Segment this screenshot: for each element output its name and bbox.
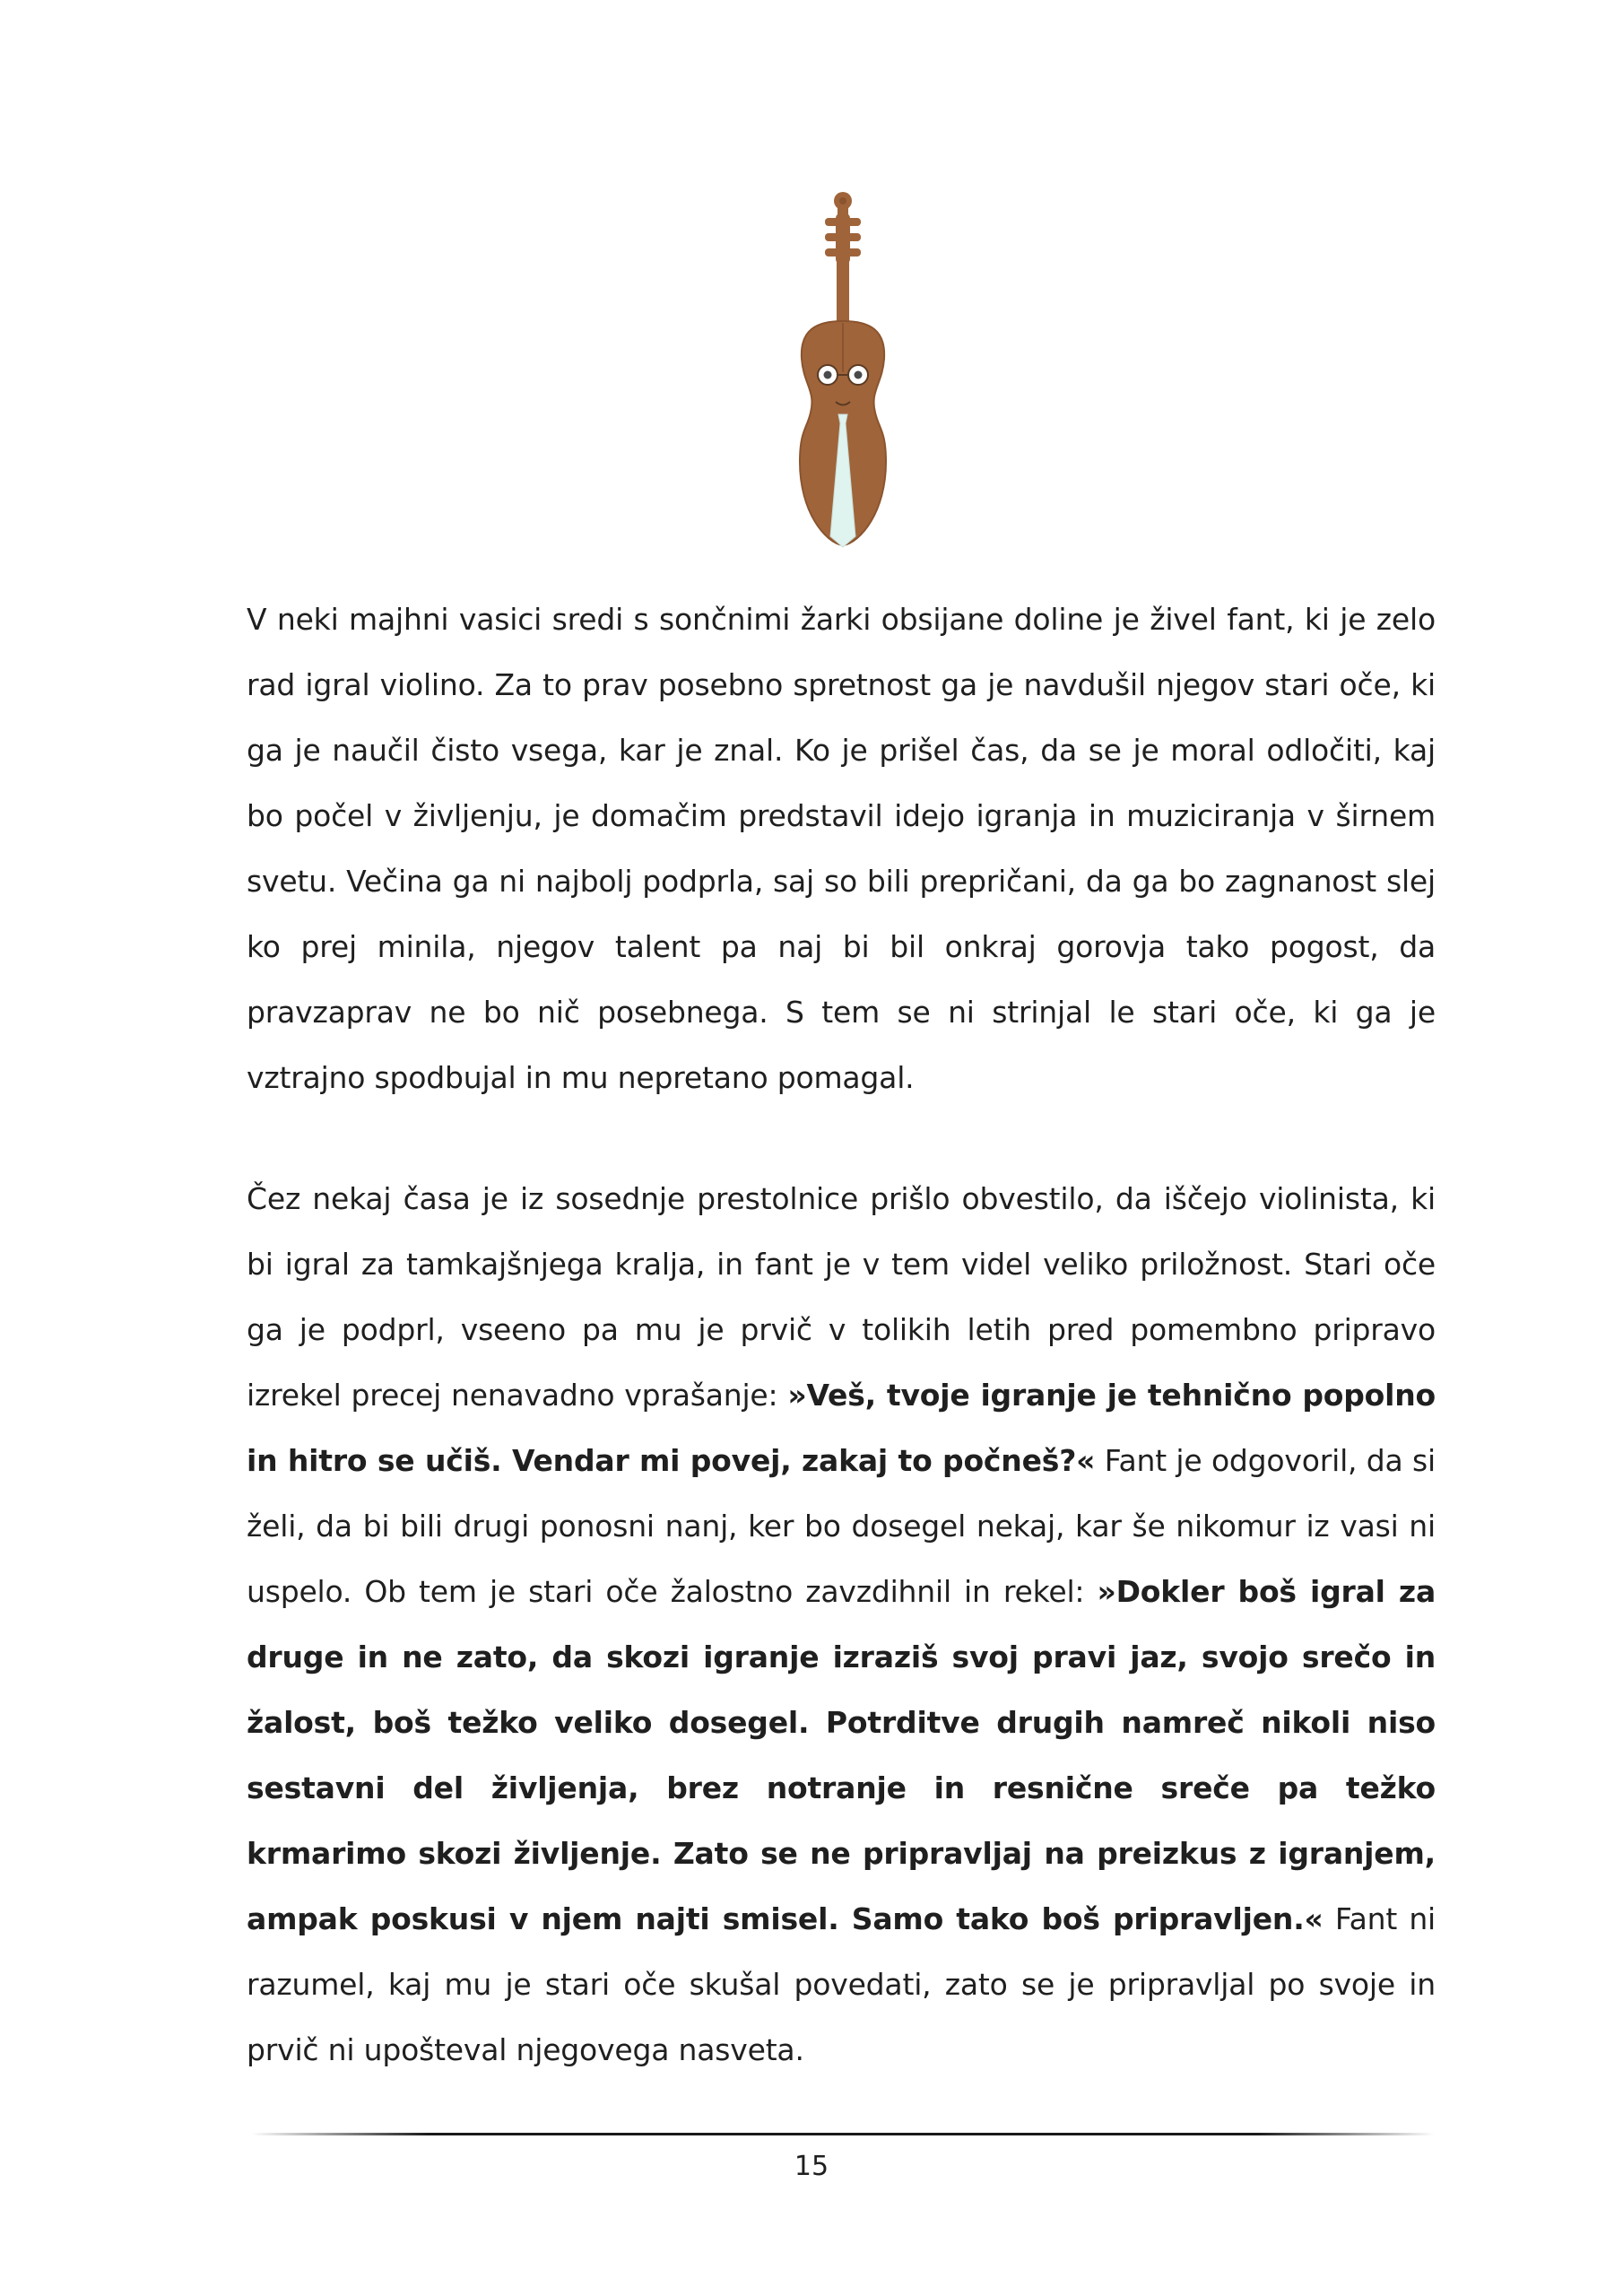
violin-scroll — [834, 192, 852, 215]
paragraph-2 — [247, 1166, 1436, 2083]
quote-2: »Dokler boš igral za druge in ne zato, da skozi igranje izraziš svoj pravi jaz, svojo srečo in žalost, boš težko veliko dosegel. Potrditve drugih namreč nikoli niso sestavni del življenja, brez notranje in resnične sreče pa težko krmarimo skozi življenje. Zato se ne pripravljaj na preizkus z igranjem, ampak poskusi v njem najti smisel. Samo tako boš pripravljen.« — [247, 1574, 1436, 1936]
violin-character-illustration — [753, 188, 933, 556]
footer-divider — [251, 2133, 1435, 2135]
violin-pegs — [825, 213, 861, 264]
paragraph-1 — [247, 587, 1436, 1110]
page-number: 15 — [794, 2151, 829, 2182]
paragraph-2-text-3: Fant ni razumel, kaj mu je stari oče skušal povedati, zato se je pripravljal po svoje in prvič ni upošteval njegovega nasveta. — [247, 1901, 1436, 2067]
paragraph-2-text-1: Čez nekaj časa je iz sosednje prestolnice prišlo obvestilo, da iščejo violinista, ki bi igral za tamkajšnjega kralja, in fant je v tem videl veliko priložnost. Stari oče ga je podprl, vseeno pa mu je prvič v tolikih letih pred pomembno pripravo izrekel precej nenavadno vprašanje: — [247, 1181, 1436, 1413]
paragraph-2-text-2: Fant je odgovoril, da si želi, da bi bili drugi ponosni nanj, ker bo dosegel nekaj, kar še nikomur iz vasi ni uspelo. Ob tem je stari oče žalostno zavzdihnil in rekel: — [247, 1443, 1436, 1609]
quote-1: »Veš, tvoje igranje je tehnično popolno in hitro se učiš. Vendar mi povej, zakaj to počneš?« — [247, 1378, 1436, 1478]
paragraph-2-text — [247, 1166, 1436, 2083]
paragraph-1-text: V neki majhni vasici sredi s sončnimi žarki obsijane doline je živel fant, ki je zelo rad igral violino. Za to prav posebno spretnost ga je navdušil njegov stari oče, ki ga je naučil čisto vsega, kar je znal. Ko je prišel čas, da se je moral odločiti, kaj bo počel v življenju, je domačim predstavil idejo igranja in muziciranja v širnem svetu. Večina ga ni najbolj podprla, saj so bili prepričani, da ga bo zagnanost slej ko prej minila, njegov talent pa naj bi bil onkraj gorovja tako pogost, da pravzaprav ne bo nič posebnega. S tem se ni strinjal le stari oče, ki ga je vztrajno spodbujal in mu nepretano pomagal. — [247, 602, 1436, 1095]
